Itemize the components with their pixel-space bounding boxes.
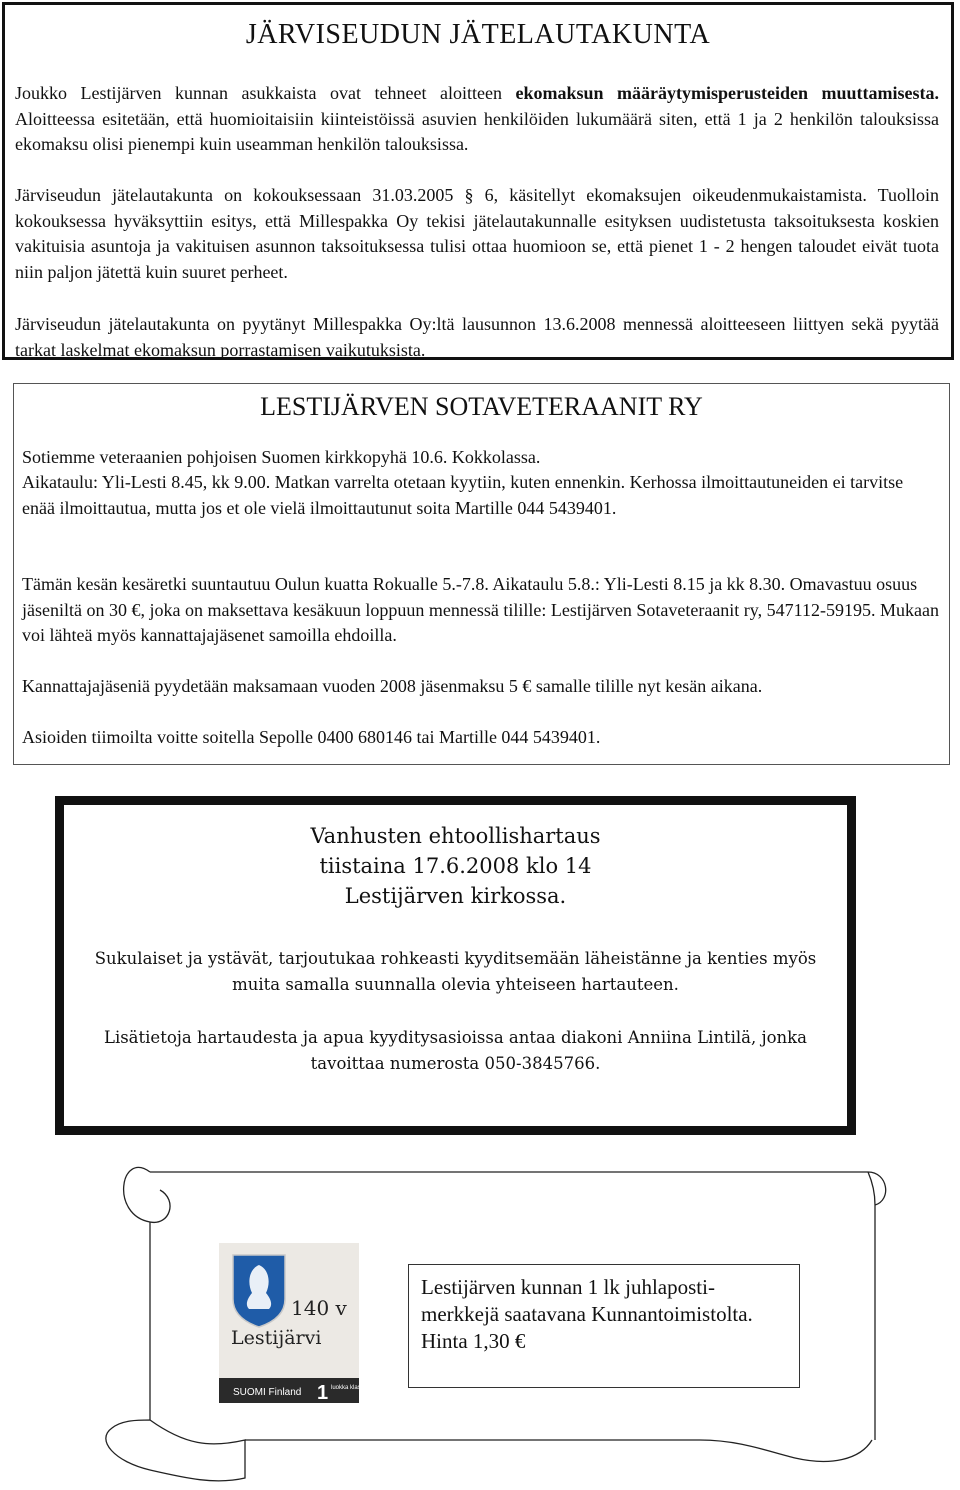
- sota-paragraph-5: Asioiden tiimoilta voitte soitella Sepolle 0400 680146 tai Martille 044 5439401.: [22, 727, 601, 747]
- sota-paragraph-3: Tämän kesän kesäretki suuntautuu Oulun kuatta Rokualle 5.-7.8. Aikataulu 5.8.: Yli-Lesti 8.15 ja kk 8.30. Omavastuu osuus jäseniltä on 30 €, joka on maksettava kesäkuun loppuun mennessä tilille: Lestijärven Sotaveteraanit ry, 547112-59195. Mukaan voi lähteä myös kannattajajäsenet samoilla ehdoilla.: [22, 574, 939, 645]
- jate-p1-text-2: Aloitteessa esitetään, että huomioitaisiin kiinteistöissä asuvien henkilöiden lukumäärä siten, että 1 ja 2 henkilön talouksissa ekomaksu olisi pienempi kuin useamman henkilön talouksissa.: [15, 108, 939, 154]
- stamp-years: 140 v: [291, 1296, 347, 1320]
- posti-line-2: merkkejä saatavana Kunnantoimistolta.: [421, 1302, 753, 1326]
- hartaus-heading-2: tiistaina 17.6.2008 klo 14: [319, 854, 592, 878]
- hartaus-text-1: Sukulaiset ja ystävät, tarjoutukaa rohkeasti kyyditsemään läheistänne ja kenties myös muita samalla suunnalla olevia yhteiseen hartauteen.: [94, 949, 817, 994]
- hartaus-heading-3: Lestijärven kirkossa.: [344, 884, 567, 908]
- sotaveteraanit-title: LESTIJÄRVEN SOTAVETERAANIT RY: [260, 392, 703, 421]
- posti-line-1: Lestijärven kunnan 1 lk juhlaposti-: [421, 1275, 715, 1299]
- stamp-image: [219, 1243, 364, 1404]
- sota-paragraph-2: Aikataulu: Yli-Lesti 8.45, kk 9.00. Matkan varrelta otetaan kyytiin, kuten ennenkin. Kerhossa ilmoittautuneiden ei tarvitse enää ilmoittautua, mutta jos et ole vielä ilmoittautunut soita Martille 044 5439401.: [22, 472, 904, 518]
- jate-p1-text: Joukko Lestijärven kunnan asukkaista ovat tehneet aloitteen: [15, 83, 516, 103]
- jate-paragraph-3: Järviseudun jätelautakunta on pyytänyt Millespakka Oy:ltä lausunnon 13.6.2008 mennessä aloitteeseen liittyen sekä pyytää tarkat laskelmat ekomaksun porrastamisen vaikutuksista.: [15, 314, 939, 360]
- sota-paragraph-4: Kannattajajäseniä pyydetään maksamaan vuoden 2008 jäsenmaksu 5 € samalle tilille nyt kesän aikana.: [22, 676, 763, 696]
- jate-paragraph-2: Järviseudun jätelautakunta on kokouksessaan 31.03.2005 § 6, käsitellyt ekomaksujen oikeudenmukaistamista. Tuolloin kokouksessa hyväksyttiin esitys, että Millespakka Oy tekisi jätelautakunnalle esityksen uudistetusta taksoituksesta koskien vakituisia asuntoja ja vakituisen asunnon taksoituksessa tulisi ottaa huomioon se, että pienet 1 - 2 hengen taloudet eivät tuota niin paljon jätettä kuin suuret perheet.: [15, 185, 939, 282]
- postimerkki-box: [408, 1264, 800, 1388]
- hartaus-text-2: Lisätietoja hartaudesta ja apua kyyditysasioissa antaa diakoni Anniina Lintilä, jonka tavoittaa numerosta 050-3845766.: [103, 1028, 808, 1073]
- jate-p1-bold: ekomaksun määräytymisperusteiden muuttamisesta.: [515, 83, 939, 103]
- stamp-country: SUOMI Finland: [233, 1387, 302, 1398]
- stamp-class-text: luokka klass: [331, 1385, 364, 1391]
- stamp-name: Lestijärvi: [231, 1327, 322, 1349]
- posti-line-3: Hinta 1,30 €: [421, 1329, 526, 1353]
- hartaus-heading-1: Vanhusten ehtoollishartaus: [310, 824, 601, 848]
- sota-paragraph-1: Sotiemme veteraanien pohjoisen Suomen kirkkopyhä 10.6. Kokkolassa.: [22, 447, 541, 467]
- stamp-class-num: 1: [317, 1382, 329, 1404]
- jatelautakunta-title: JÄRVISEUDUN JÄTELAUTAKUNTA: [245, 19, 711, 50]
